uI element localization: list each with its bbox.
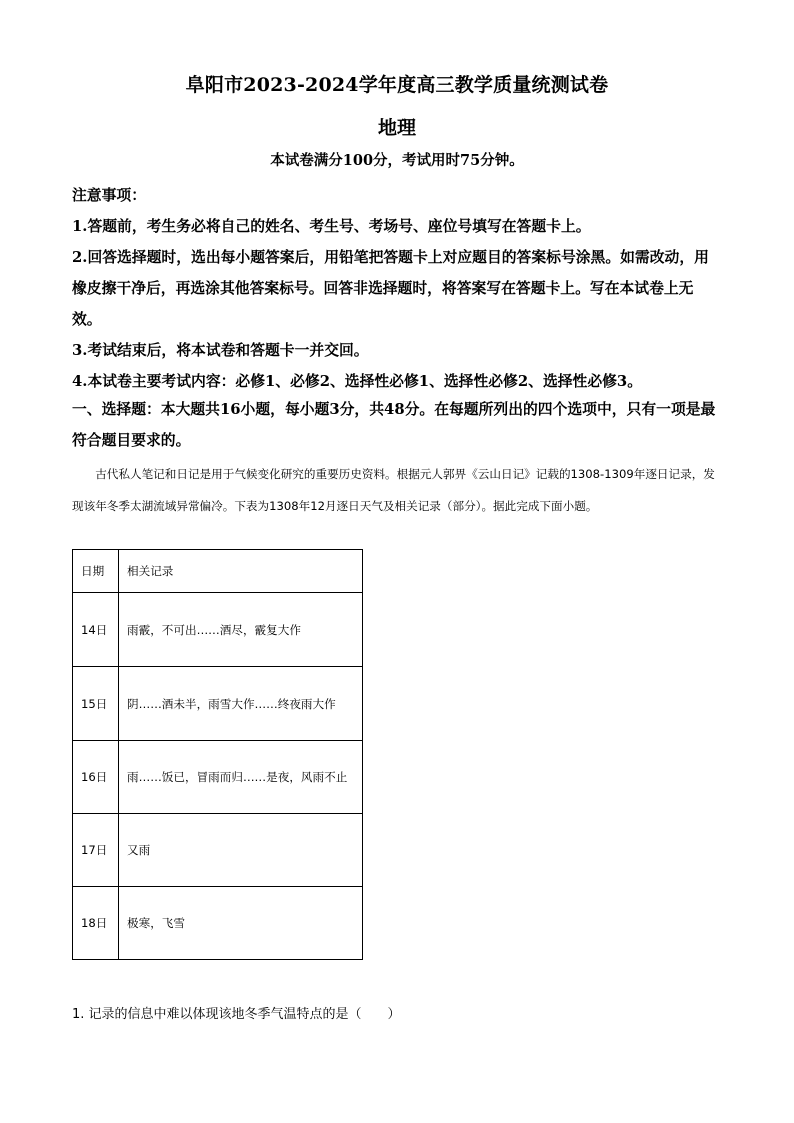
- notes-item: 4.本试卷主要考试内容：必修1、必修2、选择性必修1、选择性必修2、选择性必修3。: [72, 373, 643, 390]
- table-row: [73, 887, 363, 960]
- passage: [72, 459, 722, 522]
- exam-subject: 地理: [377, 117, 416, 139]
- section-heading: [72, 394, 722, 456]
- table-row: [73, 593, 363, 667]
- table-cell-date: 17日: [73, 814, 119, 887]
- passage-text: 古代私人笔记和日记是用于气候变化研究的重要历史资料。根据元人郭畀《云山日记》记载的1308-1309年逐日记录，发现该年冬季太湖流域异常偏冷。下表为1308年12月逐日天气及相关记录（部分）。据此完成下面小题。: [72, 467, 715, 513]
- table-cell-record: 雨霰，不可出……酒尽，霰复大作: [119, 593, 363, 667]
- table-row: [73, 814, 363, 887]
- table-cell-date: 16日: [73, 741, 119, 814]
- table-cell-date: 18日: [73, 887, 119, 960]
- weather-record-table: [72, 549, 363, 960]
- notes-item: 1.答题前，考生务必将自己的姓名、考生号、考场号、座位号填写在答题卡上。: [72, 218, 591, 235]
- question-1: 1. 记录的信息中难以体现该地冬季气温特点的是（ ）: [72, 1007, 401, 1022]
- notes-item: 3.考试结束后，将本试卷和答题卡一并交回。: [72, 342, 369, 359]
- notes-heading: 注意事项：: [72, 187, 146, 204]
- table-cell-date: 15日: [73, 667, 119, 741]
- exam-title: 阜阳市2023-2024学年度高三教学质量统测试卷: [185, 74, 609, 96]
- table-header-date: 日期: [73, 550, 119, 593]
- table-cell-record: 阴……酒未半，雨雪大作……终夜雨大作: [119, 667, 363, 741]
- notes-block: [72, 180, 722, 397]
- exam-info: 本试卷满分100分，考试用时75分钟。: [270, 152, 524, 169]
- table-header-record: 相关记录: [119, 550, 363, 593]
- table-cell-date: 14日: [73, 593, 119, 667]
- section-instructions: 一、选择题：本大题共16小题，每小题3分，共48分。在每题所列出的四个选项中，只有一项是最符合题目要求的。: [72, 401, 716, 449]
- table-cell-record: 极寒，飞雪: [119, 887, 363, 960]
- notes-item: 2.回答选择题时，选出每小题答案后，用铅笔把答题卡上对应题目的答案标号涂黑。如需改动，用橡皮擦干净后，再选涂其他答案标号。回答非选择题时，将答案写在答题卡上。写在本试卷上无效。: [72, 249, 709, 328]
- table-row: [73, 667, 363, 741]
- table-cell-record: 雨……饭已，冒雨而归……是夜，风雨不止: [119, 741, 363, 814]
- table-row: [73, 741, 363, 814]
- table-header-row: [73, 550, 363, 593]
- table-cell-record: 又雨: [119, 814, 363, 887]
